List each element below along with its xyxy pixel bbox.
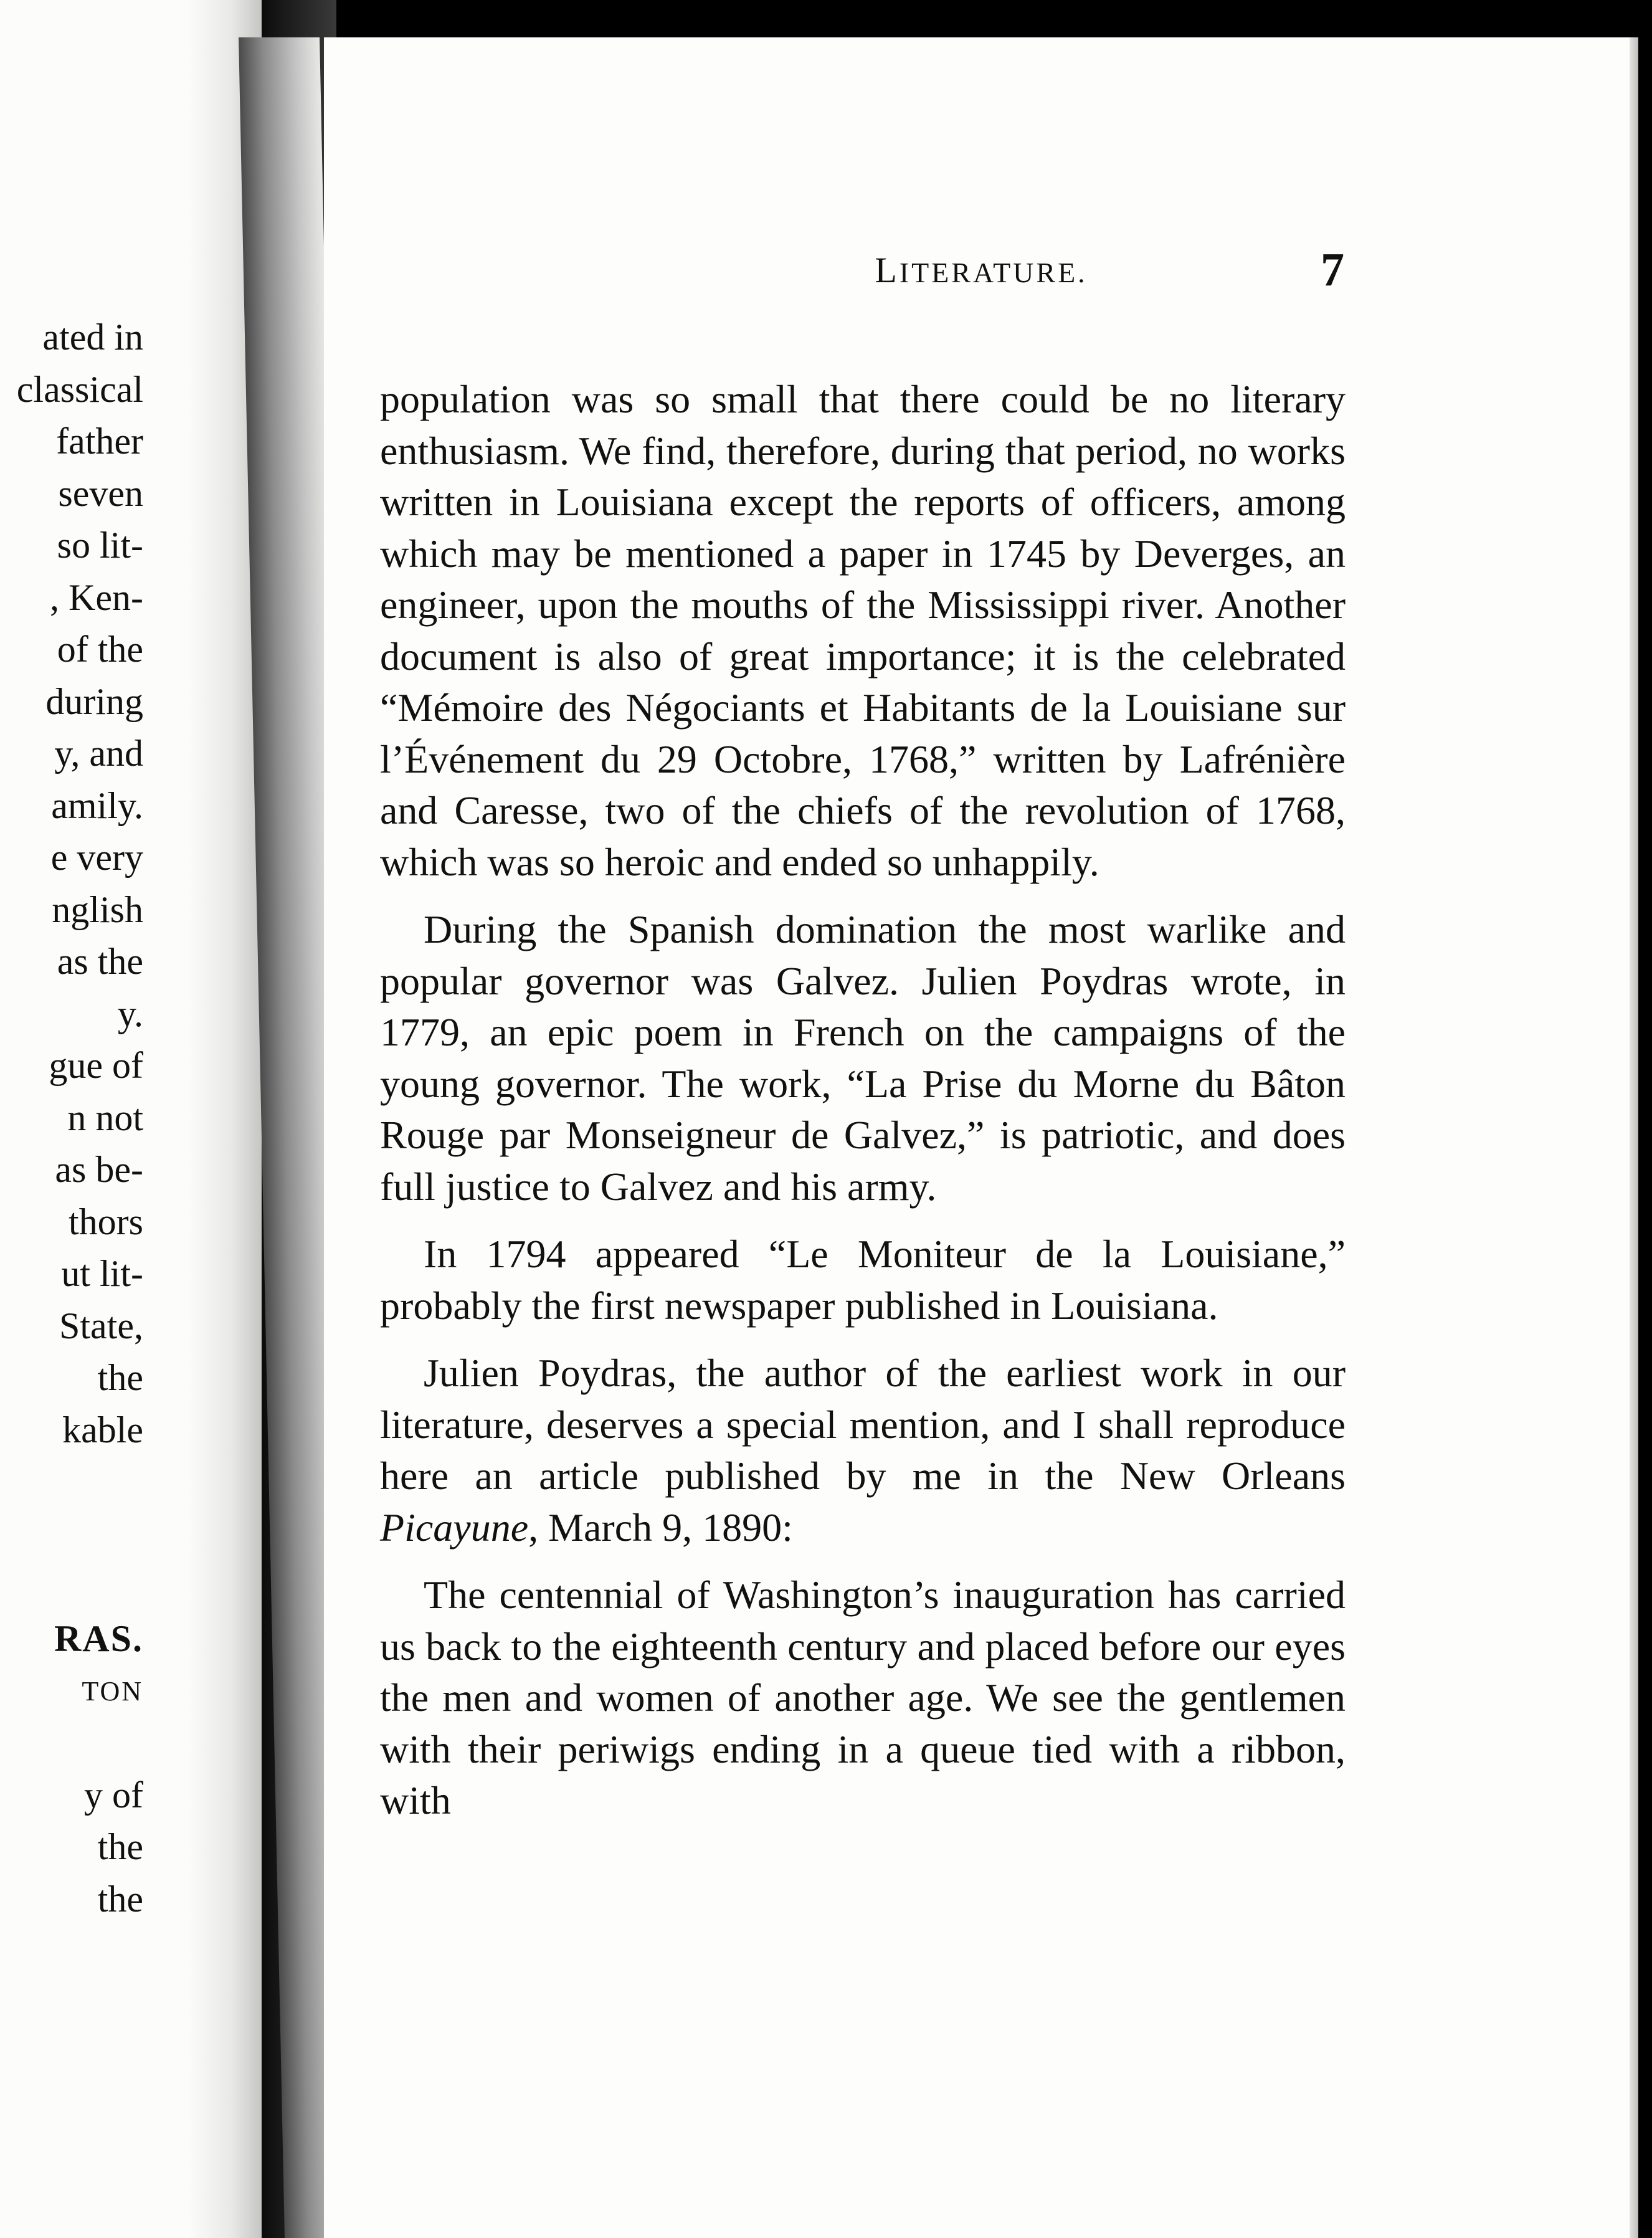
paragraph-text: Julien Poydras, the author of the earliest work in our literature, deserves a special mention, and I shall reproduce here an article published by me in the New Orleans	[380, 1351, 1346, 1498]
left-page-line: the	[97, 1878, 143, 1920]
left-page-line: the	[97, 1826, 143, 1867]
running-head	[324, 249, 1638, 291]
left-page-heading: RAS.	[54, 1618, 143, 1659]
paragraph-text: , March 9, 1890:	[528, 1505, 793, 1550]
right-page	[324, 37, 1638, 2238]
paragraph	[380, 1569, 1346, 1827]
left-page-line: , Ken-	[50, 576, 143, 618]
paragraph-text: The centennial of Washington’s inauguration has carried us back to the eighteenth century and placed before our eyes the men and women of another age. We see the gentlemen with their periwigs ending in a queue tied with a ribbon, with	[380, 1573, 1346, 1822]
paragraph	[380, 904, 1346, 1212]
page-number: 7	[1321, 244, 1344, 296]
left-page-line: thors	[69, 1201, 143, 1242]
left-page-line: as the	[57, 941, 143, 982]
left-page-line: as be-	[55, 1149, 143, 1190]
left-page-line: State,	[59, 1305, 143, 1346]
running-head-initial: L	[875, 250, 900, 290]
left-page-line: the	[97, 1357, 143, 1398]
left-page-spacer	[17, 1456, 143, 1613]
paragraph	[380, 1229, 1346, 1331]
left-page-spacer-line	[17, 1717, 143, 1769]
left-page-line: nglish	[52, 888, 143, 930]
left-page-line: y of	[84, 1774, 143, 1816]
left-page-text-fragments	[17, 312, 143, 1925]
left-page-line: ated in	[42, 317, 143, 358]
left-page-line: ut lit-	[61, 1253, 143, 1294]
paragraph-text: During the Spanish domination the most warlike and popular governor was Galvez. Julien Poydras wrote, in 1779, an epic poem in French on the campaigns of the young governor. The work, “La Prise du Morne du Bâton Rouge par Monseigneur de Galvez,” is patriotic, and does full justice to Galvez and his army.	[380, 907, 1346, 1209]
paragraph-text: population was so small that there could be no literary enthusiasm. We find, therefore, during that period, no works written in Louisiana except the reports of officers, among which may be mentioned a paper in 1745 by Deverges, an engineer, upon the mouths of the Mississippi river. Another document is also of great importance; it is the celebrated “Mémoire des Négociants et Habitants de la Louisiane sur l’Événement du 29 Octobre, 1768,” written by Lafrénière and Caresse, two of the chiefs of the revolution of 1768, which was so heroic and ended so unhappily.	[380, 377, 1346, 884]
left-page-line: seven	[58, 472, 143, 514]
paragraph-text: In 1794 appeared “Le Moniteur de la Louisiane,” probably the first newspaper published in Louisiana.	[380, 1232, 1346, 1328]
left-page-line: so lit-	[57, 525, 143, 566]
body-text	[380, 374, 1346, 1827]
left-page-line: kable	[62, 1409, 143, 1450]
running-head-rest: ITERATURE.	[899, 257, 1088, 288]
left-page-line: y.	[117, 993, 143, 1034]
left-page-line: e very	[50, 837, 143, 878]
italic-text: Picayune	[380, 1505, 529, 1550]
left-page-line: n not	[67, 1097, 143, 1138]
paragraph	[380, 374, 1346, 888]
left-page-line: classical	[16, 368, 143, 410]
left-facing-page	[0, 0, 262, 2238]
left-page-subheading: TON	[82, 1675, 143, 1707]
paragraph	[380, 1348, 1346, 1553]
left-page-line: amily.	[51, 784, 143, 826]
left-page-line: during	[45, 680, 143, 722]
left-page-line: gue of	[49, 1045, 143, 1086]
page-edge	[1630, 37, 1638, 2238]
left-page-line: y, and	[54, 733, 143, 774]
left-page-line: father	[56, 421, 143, 462]
left-page-line: of the	[57, 629, 143, 670]
